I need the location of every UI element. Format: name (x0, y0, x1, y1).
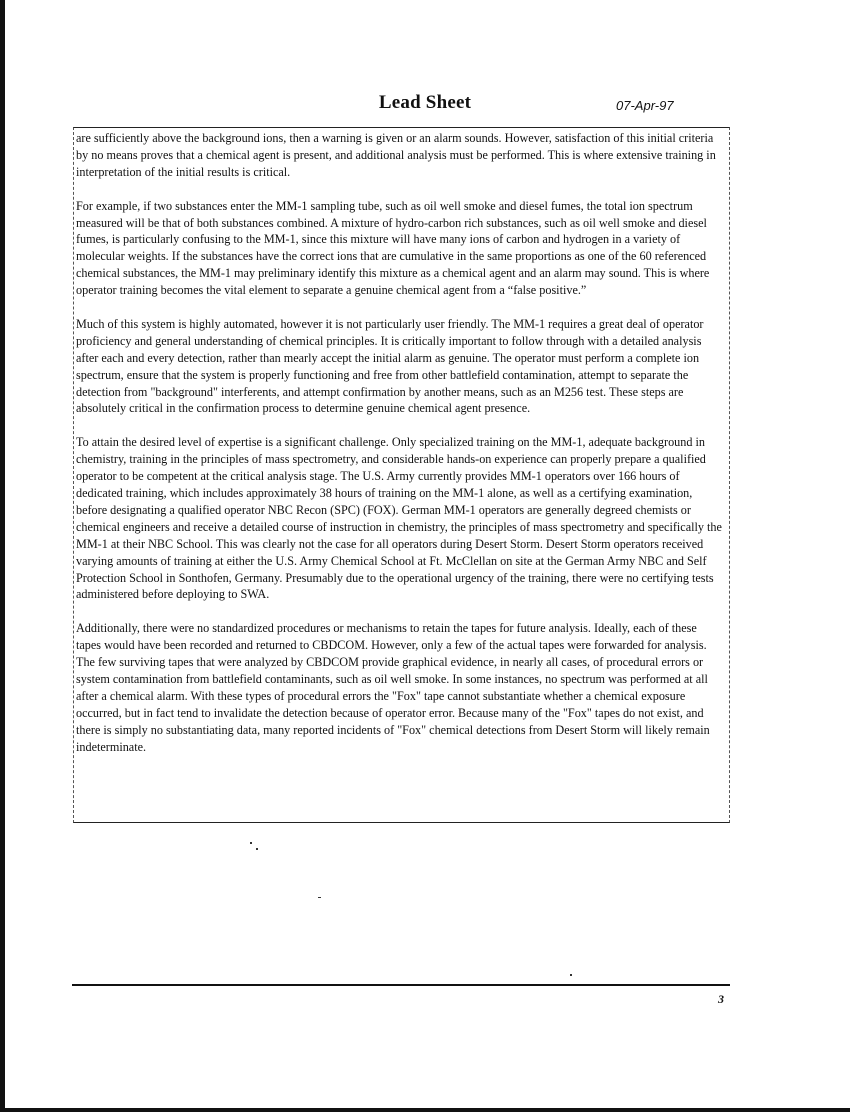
paragraph: To attain the desired level of expertise is a significant challenge. Only specialized training on the MM-1, adequate background in chemistry, training in the principles of mass spectrometry, and considerable hands-on experience can properly prepare a qualified operator to be competent at the critical analysis stage. The U.S. Army currently provides MM-1 operators over 166 hours of dedicated training, which includes approximately 38 hours of training on the MM-1 alone, as well as a certifying examination, before designating a qualified operator NBC Recon (SPC) (FOX). German MM-1 operators are generally degreed chemists or chemical engineers and receive a detailed course of instruction in chemistry, the principles of mass spectrometry and specifically the MM-1 at their NBC School. This was clearly not the case for all operators during Desert Storm. Desert Storm operators received varying amounts of training at either the U.S. Army Chemical School at Ft. McClellan on site at the German Army NBC and Self Protection School in Sonthofen, Germany. Presumably due to the operational urgency of the training, there were no certifying tests administered before deploying to SWA. (76, 435, 722, 602)
scan-left-edge (0, 0, 5, 1110)
header-date: 07-Apr-97 (616, 98, 674, 113)
scan-speck (256, 848, 258, 850)
scan-speck (318, 897, 321, 898)
footer-rule (72, 984, 730, 986)
scan-bottom-edge (0, 1108, 850, 1112)
scan-speck (250, 842, 252, 844)
document-body (76, 130, 724, 772)
paragraph: Much of this system is highly automated, however it is not particularly user friendly. The MM-1 requires a great deal of operator proficiency and general understanding of chemical principles. It is critically important to follow through with a detailed analysis after each and every detection, rather than mearly accept the initial alarm as genuine. The operator must perform a complete ion spectrum, ensure that the system is properly functioning and free from other battlefield contamination, attempt to separate the detection from "background" interferents, and attempt confirmation by another means, such as an M256 test. These steps are absolutely critical in the confirmation process to determine genuine chemical agent presence. (76, 316, 704, 416)
page-number: 3 (718, 992, 724, 1006)
paragraph: Additionally, there were no standardized procedures or mechanisms to retain the tapes for future analysis. Ideally, each of these tapes would have been recorded and returned to CBDCOM. However, only a few of the actual tapes were forwarded for analysis. The few surviving tapes that were analyzed by CBDCOM provide graphical evidence, in nearly all cases, of procedural errors or system contamination from battlefield contaminants, such as oil well smoke. In some instances, no spectrum was performed at all after a chemical alarm. With these types of procedural errors the "Fox" tape cannot substantiate whether a chemical exposure occurred, but in fact tend to invalidate the detection because of operator error. Because many of the "Fox" tapes do not exist, and there is simply no substantiating data, many reported incidents of "Fox" chemical detections from Desert Storm will likely remain indeterminate. (76, 621, 710, 754)
paragraph: are sufficiently above the background ions, then a warning is given or an alarm sounds. However, satisfaction of this initial criteria by no means proves that a chemical agent is present, and additional analysis must be performed. This is where extensive training in interpretation of the initial results is critical. (76, 131, 716, 179)
paragraph: For example, if two substances enter the MM-1 sampling tube, such as oil well smoke and diesel fumes, the total ion spectrum measured will be that of both substances combined. A mixture of hydro-carbon rich substances, such as oil well smoke and diesel fumes, is particularly confusing to the MM-1, since this mixture will have many ions of carbon and hydrogen in a variety of molecular weights. If the substances have the correct ions that are cumulative in the same proportions as one of the 60 referenced chemical substances, the MM-1 may preliminary identify this mixture as a chemical agent and an alarm may sound. This is where operator training becomes the vital element to separate a genuine chemical agent from a “false positive.” (76, 198, 710, 298)
page-title: Lead Sheet (378, 92, 472, 113)
scan-speck (570, 974, 572, 976)
